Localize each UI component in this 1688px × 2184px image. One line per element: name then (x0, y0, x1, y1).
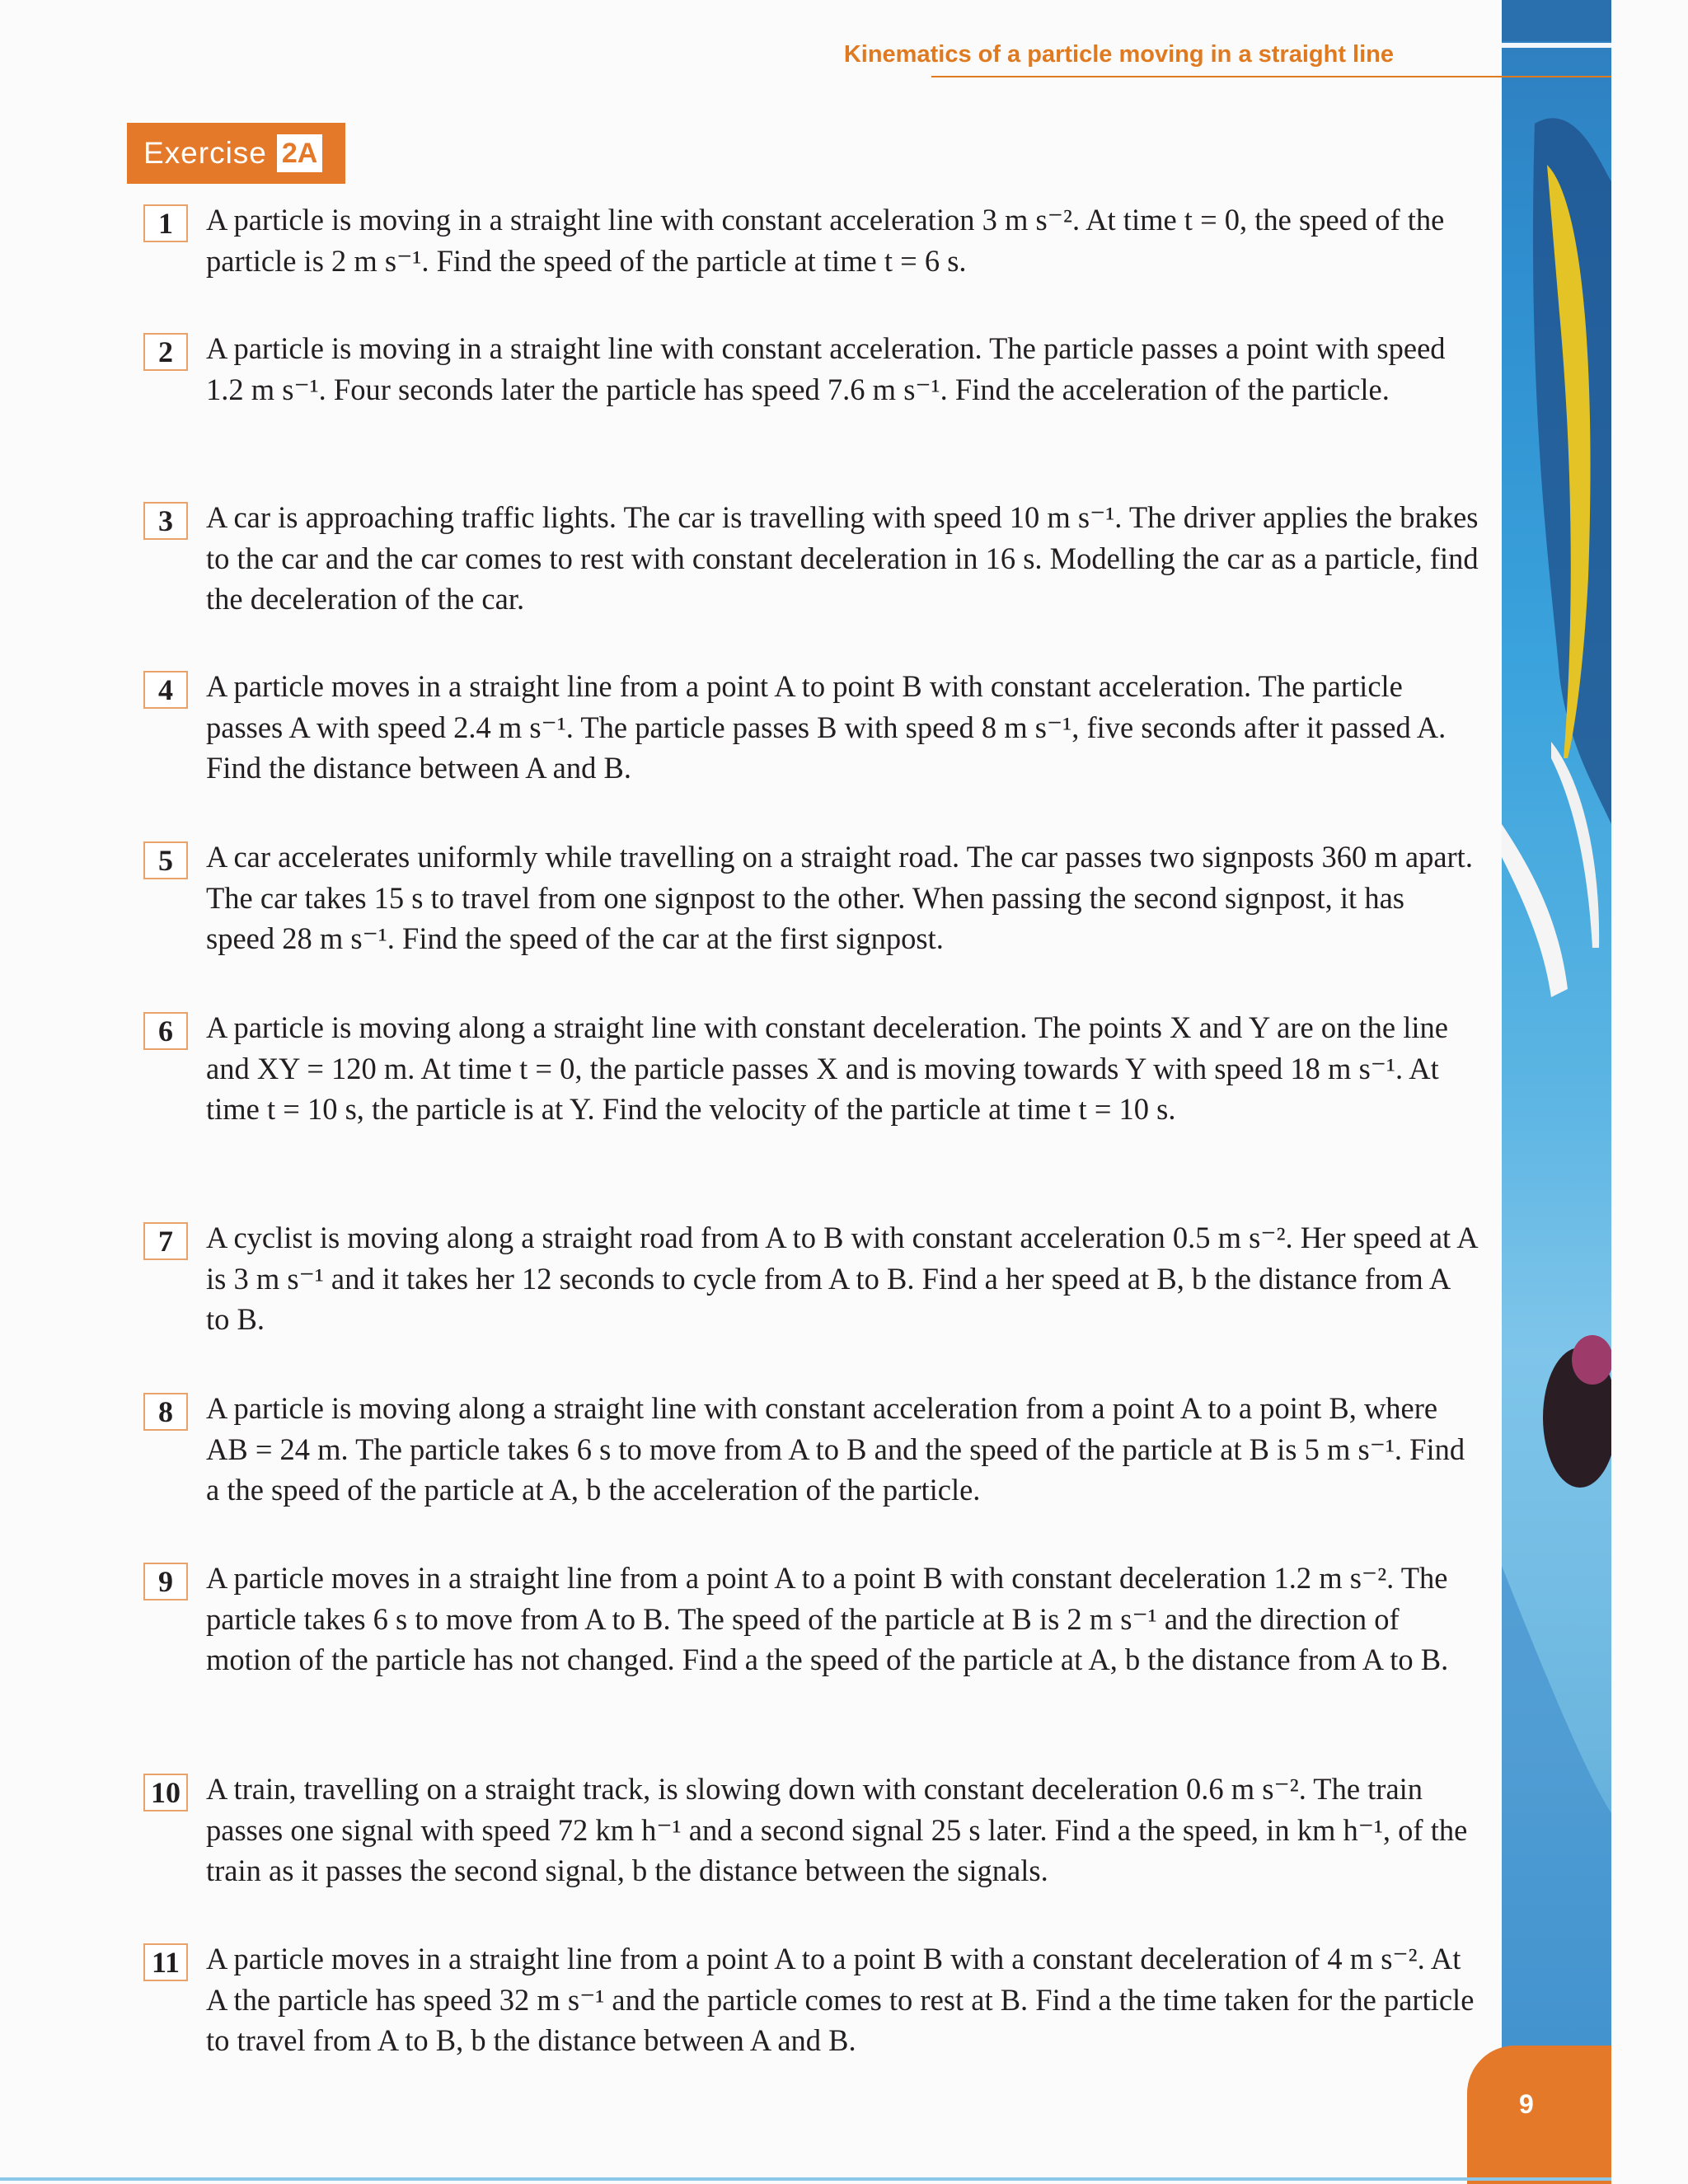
question-number: 7 (143, 1222, 188, 1260)
question-3 (143, 497, 1479, 620)
question-text: A car is approaching traffic lights. The car is travelling with speed 10 m s⁻¹. The driver applies the brakes to the car and the car comes to rest with constant deceleration in 16 s. Modelling the car as a particle, find the deceleration of the car. (206, 500, 1479, 616)
question-number: 1 (143, 204, 188, 242)
question-text: A particle is moving along a straight line with constant deceleration. The points X and Y are on the line and XY = 120 m. At time t = 0, the particle passes X and is moving towards Y with speed 18 m s⁻¹. At time t = 10 s, the particle is at Y. Find the velocity of the particle at time t = 10 s. (206, 1010, 1448, 1126)
question-text: A cyclist is moving along a straight road from A to B with constant acceleration 0.5 m s⁻². Her speed at A is 3 m s⁻¹ and it takes her 12 seconds to cycle from A to B. Find a her speed at B, b the distance from A to B. (206, 1221, 1477, 1336)
question-text: A particle moves in a straight line from a point A to a point B with a constant deceleration of 4 m s⁻². At A the particle has speed 32 m s⁻¹ and the particle comes to rest at B. Find a the time taken for the particle to travel from A to B, b the distance between A and B. (206, 1942, 1475, 2057)
question-number: 8 (143, 1393, 188, 1431)
question-text: A particle is moving in a straight line with constant acceleration 3 m s⁻². At time t = 0, the speed of the particle is 2 m s⁻¹. Find the speed of the particle at time t = 6 s. (206, 203, 1445, 278)
question-number: 10 (143, 1774, 188, 1811)
question-2 (143, 328, 1479, 410)
chapter-title: Kinematics of a particle moving in a straight line (843, 41, 1394, 68)
question-number: 6 (143, 1012, 188, 1050)
question-number: 11 (143, 1943, 188, 1981)
question-11 (143, 1938, 1479, 2061)
question-text: A particle is moving along a straight line with constant acceleration from a point A to a point B, where AB = 24 m. The particle takes 6 s to move from A to B and the speed of the particle at B is 5 m s⁻¹. Find a the speed of the particle at A, b the acceleration of the particle. (206, 1391, 1465, 1507)
question-6 (143, 1007, 1479, 1130)
question-text: A particle moves in a straight line from a point A to a point B with constant deceleration 1.2 m s⁻². The particle takes 6 s to move from A to B. The speed of the particle at B is 2 m s⁻¹ and the direction of motion of the particle has not changed. Find a the speed of the particle at A, b the distance from A to B. (206, 1561, 1449, 1676)
question-text: A car accelerates uniformly while travelling on a straight road. The car passes two signposts 360 m apart. The car takes 15 s to travel from one signpost to the other. When passing the second signpost, it has speed 28 m s⁻¹. Find the speed of the car at the first signpost. (206, 840, 1473, 955)
question-number: 9 (143, 1563, 188, 1601)
question-number: 5 (143, 841, 188, 879)
question-8 (143, 1388, 1479, 1511)
question-text: A particle moves in a straight line from a point A to point B with constant acceleration. The particle passes A with speed 2.4 m s⁻¹. The particle passes B with speed 8 m s⁻¹, five seconds after it passed A. Find the distance between A and B. (206, 669, 1447, 785)
bottom-border (0, 2177, 1611, 2181)
header-divider (931, 76, 1611, 77)
question-5 (143, 837, 1479, 959)
question-1 (143, 199, 1479, 281)
page-number: 9 (1519, 2089, 1534, 2119)
question-number: 3 (143, 502, 188, 540)
exercise-id-badge: 2A (277, 134, 322, 172)
page-number-tab (1467, 2046, 1611, 2184)
question-text: A particle is moving in a straight line with constant acceleration. The particle passes a point with speed 1.2 m s⁻¹. Four seconds later the particle has speed 7.6 m s⁻¹. Find the acceleration of the particle. (206, 331, 1446, 406)
exercise-label (127, 123, 345, 184)
exercise-word: Exercise (143, 136, 267, 170)
question-text: A train, travelling on a straight track, is slowing down with constant deceleration 0.6 m s⁻². The train passes one signal with speed 72 km h⁻¹ and a second signal 25 s later. Find a the speed, in km h⁻¹, of the train as it passes the second signal, b the distance between the signals. (206, 1772, 1468, 1887)
question-number: 2 (143, 333, 188, 371)
question-number: 4 (143, 671, 188, 709)
skydiver-photo (1502, 0, 1611, 2184)
question-7 (143, 1217, 1479, 1340)
question-10 (143, 1769, 1479, 1891)
question-9 (143, 1558, 1479, 1680)
question-4 (143, 666, 1479, 789)
